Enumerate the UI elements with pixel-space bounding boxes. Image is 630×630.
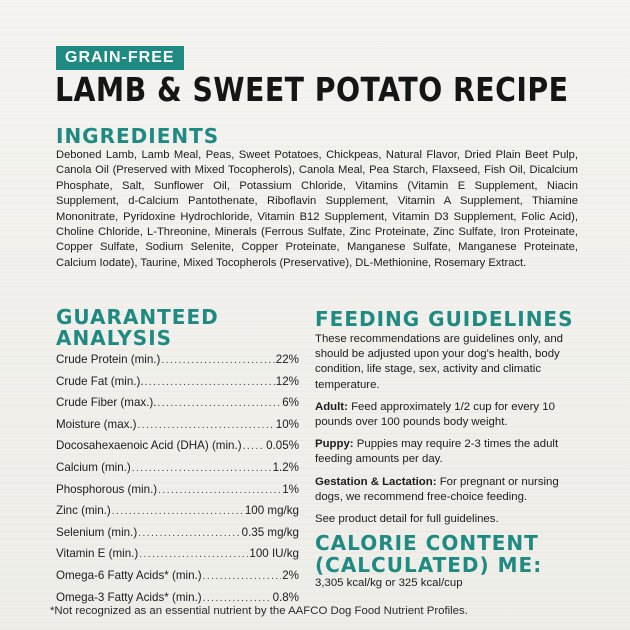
feeding-intro: These recommendations are guidelines only, and should be adjusted upon your dog's health, body condition, life stage, sex, activity and climatic temperature. [315, 333, 563, 391]
analysis-value: 10% [275, 417, 299, 431]
ingredients-heading: INGREDIENTS [56, 124, 220, 148]
analysis-row [56, 350, 299, 372]
analysis-name: Crude Fat (min.). [56, 374, 144, 388]
leader-dots [158, 481, 281, 502]
analysis-value: 0.35 mg/kg [241, 525, 299, 539]
puppy-label: Puppy: [315, 438, 354, 451]
analysis-name: Crude Fiber (max.). [56, 396, 157, 410]
analysis-row [56, 566, 299, 588]
analysis-row [56, 436, 299, 458]
analysis-name: Vitamin E (min.) [56, 547, 139, 561]
guaranteed-analysis-list [56, 350, 299, 609]
feeding-gestation [315, 475, 577, 505]
gestation-text: For pregnant or nursing dogs, we recommend free-choice feeding. [315, 475, 559, 503]
guaranteed-analysis-heading: GUARANTEED ANALYSIS [56, 305, 219, 350]
leader-dots [161, 351, 274, 372]
analysis-name: Omega-6 Fatty Acids* (min.) [56, 568, 202, 582]
leader-dots [203, 567, 282, 588]
leader-dots [243, 437, 266, 458]
analysis-name: Calcium (min.) [56, 460, 131, 474]
leader-dots [145, 373, 275, 394]
analysis-row [56, 480, 299, 502]
feeding-guidelines-body [315, 332, 577, 534]
feeding-guidelines-heading: FEEDING GUIDELINES [315, 307, 574, 331]
adult-label: Adult: [315, 400, 348, 413]
analysis-value: 2% [282, 568, 299, 582]
leader-dots [132, 459, 272, 480]
analysis-row [56, 393, 299, 415]
analysis-name: Docosahexaenoic Acid (DHA) (min.) [56, 439, 242, 453]
analysis-value: 1.2% [272, 460, 299, 474]
aafco-footnote: *Not recognized as an essential nutrient by the AAFCO Dog Food Nutrient Profiles. [50, 605, 468, 617]
analysis-name: Crude Protein (min.) [56, 353, 161, 366]
feeding-puppy [315, 437, 577, 467]
leader-dots [158, 394, 282, 415]
analysis-row [56, 458, 299, 480]
analysis-name: Phosphorous (min.) [56, 482, 158, 496]
analysis-value: 22% [275, 353, 299, 366]
analysis-value: 0.8% [272, 590, 299, 604]
leader-dots [112, 502, 244, 523]
leader-dots [138, 416, 275, 437]
analysis-name: Zinc (min.) [56, 504, 111, 518]
analysis-value: 100 mg/kg [244, 504, 299, 518]
analysis-row [56, 372, 299, 394]
analysis-row [56, 415, 299, 437]
calorie-content-heading: CALORIE CONTENT (CALCULATED) ME: [315, 531, 543, 577]
analysis-name: Omega-3 Fatty Acids* (min.) [56, 590, 202, 604]
gestation-label: Gestation & Lactation: [315, 475, 437, 488]
leader-dots [139, 545, 248, 566]
feeding-adult [315, 400, 577, 430]
leader-dots [138, 524, 240, 545]
analysis-value: 12% [275, 374, 299, 388]
analysis-name: Selenium (min.) [56, 525, 138, 539]
puppy-text: Puppies may require 2-3 times the adult feeding amounts per day. [315, 438, 559, 466]
analysis-row [56, 544, 299, 566]
analysis-value: 100 IU/kg [249, 547, 299, 561]
calorie-content-value: 3,305 kcal/kg or 325 kcal/cup [315, 577, 463, 589]
ingredients-text: Deboned Lamb, Lamb Meal, Peas, Sweet Potatoes, Chickpeas, Natural Flavor, Dried Plain Beet Pulp, Canola Oil (Preserved with Mixed Tocopherols), Canola Meal, Pea Starch, Flaxseed, Fish Oil, Dicalcium Phosphate, Salt, Sunflower Oil, Potassium Chloride, Vitamins (Vitamin E Supplement, Niacin Supplement, d-Calcium Pantothenate, Riboflavin Supplement, Vitamin A Supplement, Thiamine Mononitrate, Pyridoxine Hydrochloride, Vitamin B12 Supplement, Vitamin D3 Supplement, Folic Acid), Choline Chloride, L-Threonine, Minerals (Ferrous Sulfate, Zinc Proteinate, Zinc Sulfate, Iron Proteinate, Copper Sulfate, Sodium Selenite, Copper Proteinate, Manganese Sulfate, Manganese Proteinate, Calcium Iodate), Taurine, Mixed Tocopherols (Preservative), DL-Methionine, Rosemary Extract. [56, 149, 578, 269]
product-title: LAMB & SWEET POTATO RECIPE [55, 70, 569, 109]
grain-free-badge: GRAIN-FREE [56, 46, 184, 70]
analysis-name: Moisture (max.) [56, 417, 137, 431]
feeding-see-more: See product detail for full guidelines. [315, 513, 499, 526]
analysis-value: 1% [282, 482, 299, 496]
analysis-value: 0.05% [266, 439, 299, 453]
analysis-row [56, 501, 299, 523]
analysis-value: 6% [282, 396, 299, 410]
analysis-row [56, 523, 299, 545]
adult-text: Feed approximately 1/2 cup for every 10 pounds over 100 pounds body weight. [315, 400, 555, 429]
